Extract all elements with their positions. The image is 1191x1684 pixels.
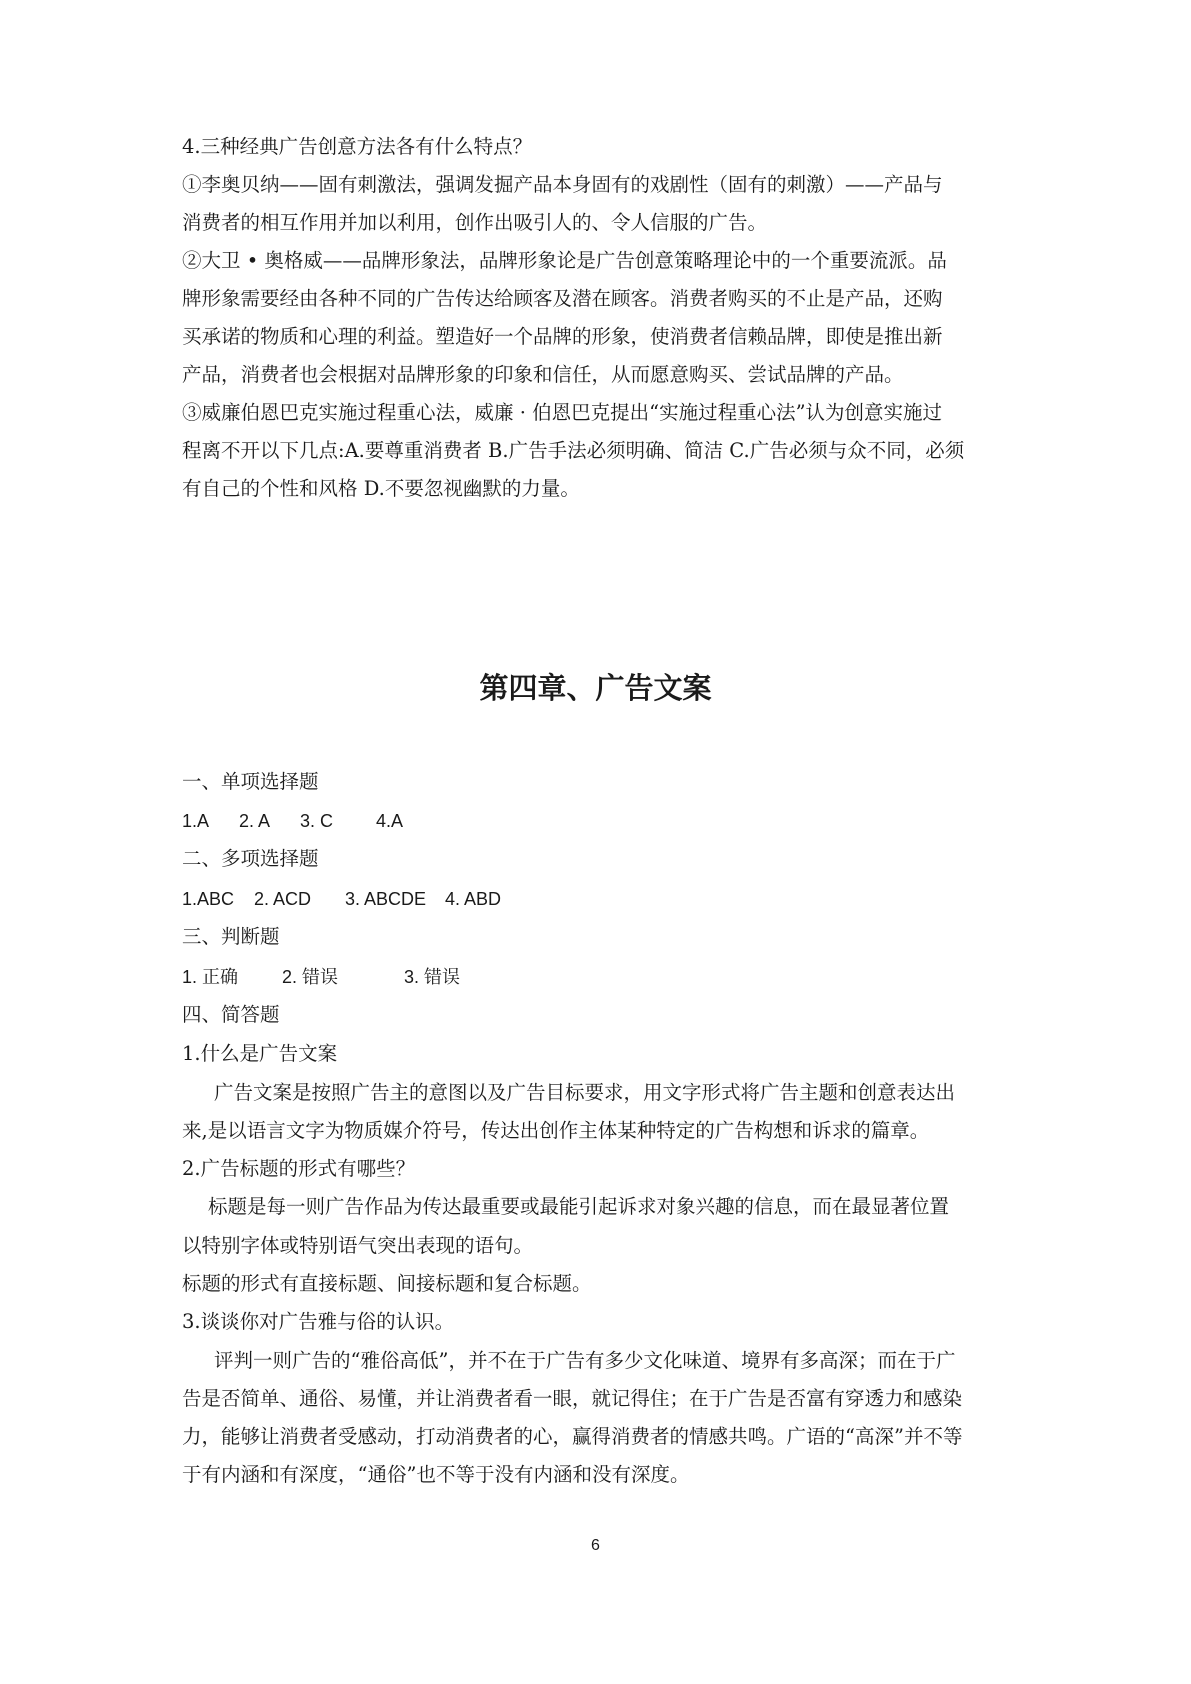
paragraph-line: 买承诺的物质和心理的利益。塑造好一个品牌的形象，使消费者信赖品牌，即使是推出新 — [182, 325, 943, 348]
answer: 4.A — [376, 811, 404, 831]
paragraph-line: 告是否简单、通俗、易懂，并让消费者看一眼，就记得住；在于广告是否富有穿透力和感染 — [182, 1387, 963, 1410]
judgement-heading: 三、判断题 — [182, 925, 280, 948]
paragraph-line: 评判一则广告的“雅俗高低”，并不在于广告有多少文化味道、境界有多高深；而在于广 — [214, 1349, 956, 1372]
paragraph-line: 来,是以语言文字为物质媒介符号，传达出创作主体某种特定的广告构想和诉求的篇章。 — [182, 1119, 930, 1142]
answer: 2. ACD — [254, 889, 312, 909]
multi-choice-heading: 二、多项选择题 — [182, 847, 319, 870]
short-answer-heading: 四、简答题 — [182, 1003, 280, 1026]
paragraph-line: 产品，消费者也会根据对品牌形象的印象和信任，从而愿意购买、尝试品牌的产品。 — [182, 363, 904, 386]
single-choice-answers — [182, 807, 1022, 835]
chapter-title: 第四章、广告文案 — [479, 671, 712, 705]
paragraph-line: ①李奥贝纳——固有刺激法，强调发掘产品本身固有的戏剧性（固有的刺激）——产品与 — [182, 173, 943, 196]
question-4-title: 4.三种经典广告创意方法各有什么特点？ — [182, 135, 533, 158]
paragraph-line: 程离不开以下几点:A.要尊重消费者 B.广告手法必须明确、简洁 C.广告必须与众不同，必须 — [182, 439, 965, 462]
paragraph-line: 力，能够让消费者受感动，打动消费者的心，赢得消费者的情感共鸣。广语的“高深”并不等 — [182, 1425, 963, 1448]
multi-choice-answers — [182, 885, 1022, 913]
answer: 1.ABC — [182, 889, 235, 909]
answer: 4. ABD — [445, 889, 502, 909]
paragraph-line: 于有内涵和有深度，“通俗”也不等于没有内涵和没有深度。 — [182, 1463, 690, 1486]
answer: 3. 错误 — [404, 967, 461, 987]
page-number: 6 — [591, 1537, 600, 1554]
question-2-title: 2.广告标题的形式有哪些？ — [182, 1157, 416, 1180]
paragraph-line: 有自己的个性和风格 D.不要忽视幽默的力量。 — [182, 477, 580, 500]
paragraph-line: ③威廉伯恩巴克实施过程重心法，威廉 · 伯恩巴克提出“实施过程重心法”认为创意实施过 — [182, 401, 943, 424]
paragraph-line: 以特别字体或特别语气突出表现的语句。 — [182, 1234, 534, 1257]
paragraph-line: 牌形象需要经由各种不同的广告传达给顾客及潜在顾客。消费者购买的不止是产品，还购 — [182, 287, 943, 310]
answer: 3. ABCDE — [345, 889, 427, 909]
answer: 2. 错误 — [282, 967, 339, 987]
paragraph-line: 标题是每一则广告作品为传达最重要或最能引起诉求对象兴趣的信息，而在最显著位置 — [208, 1195, 950, 1218]
answer: 3. C — [300, 811, 334, 831]
paragraph-line: ②大卫 • 奥格威——品牌形象法，品牌形象论是广告创意策略理论中的一个重要流派。品 — [182, 249, 947, 272]
answer: 1. 正确 — [182, 967, 239, 987]
judgement-answers — [182, 963, 1022, 991]
answer: 2. A — [239, 811, 271, 831]
single-choice-heading: 一、单项选择题 — [182, 770, 319, 793]
question-1-title: 1.什么是广告文案 — [182, 1042, 338, 1065]
answer: 1.A — [182, 811, 210, 831]
paragraph-line: 标题的形式有直接标题、间接标题和复合标题。 — [182, 1272, 592, 1295]
question-3-title: 3.谈谈你对广告雅与俗的认识。 — [182, 1310, 455, 1333]
paragraph-line: 广告文案是按照广告主的意图以及广告目标要求，用文字形式将广告主题和创意表达出 — [214, 1081, 956, 1104]
paragraph-line: 消费者的相互作用并加以利用，创作出吸引人的、令人信服的广告。 — [182, 211, 768, 234]
